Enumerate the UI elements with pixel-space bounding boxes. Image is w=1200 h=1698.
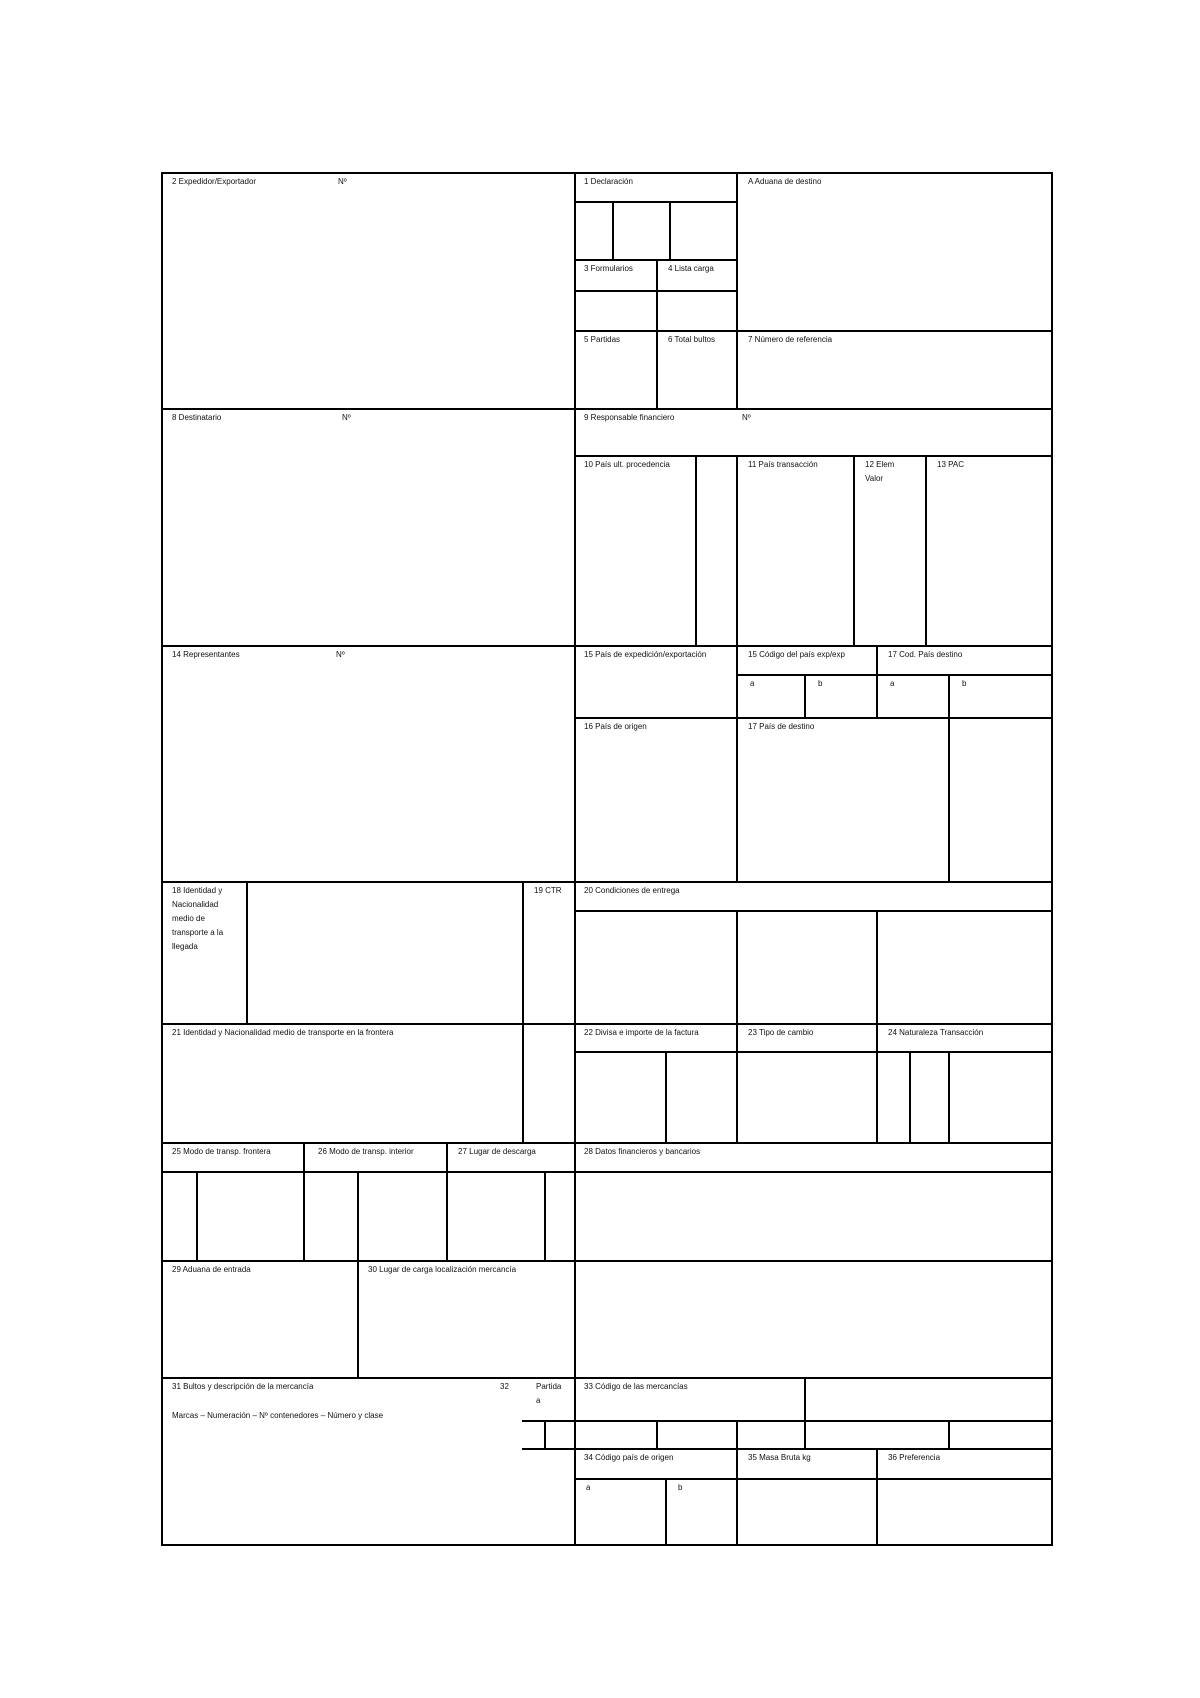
box-4-label: 4 Lista carga (668, 264, 714, 273)
field-declaration-2[interactable] (615, 204, 667, 258)
field-financial-responsible[interactable] (577, 426, 1049, 453)
field-inland-transport-mode[interactable] (306, 1174, 444, 1258)
box-11-label: 11 País transacción (748, 460, 818, 469)
box-6-label: 6 Total bultos (668, 335, 715, 344)
box-31-label: 31 Bultos y descripción de la mercancía (172, 1382, 314, 1391)
field-border-transport-mode[interactable] (164, 1174, 301, 1258)
field-last-provenance-country[interactable] (577, 473, 693, 643)
field-value-elements[interactable] (856, 488, 923, 643)
box-15a-b: b (818, 679, 823, 688)
box-34-b: b (678, 1483, 683, 1492)
box-17a-label: 17 Cod. País destino (888, 650, 963, 659)
box-16-label: 16 País de origen (584, 722, 647, 731)
field-border-transport[interactable] (164, 1041, 520, 1140)
field-preference[interactable] (879, 1481, 1049, 1542)
line-17a-split (948, 674, 950, 882)
line-1-bottom (574, 201, 738, 203)
line-10-split (695, 455, 697, 646)
line-22-bottom (574, 1051, 1053, 1053)
divider-row-21 (161, 1023, 1053, 1025)
box-30-label: 30 Lugar de carga localización mercancía (368, 1265, 517, 1274)
box-15-label: 15 País de expedición/exportación (584, 650, 707, 659)
field-representatives[interactable] (164, 663, 572, 879)
field-item-number[interactable] (525, 1423, 542, 1447)
field-declaration-3[interactable] (672, 204, 734, 258)
box-2-label: 2 Expedidor/Exportador (172, 177, 257, 186)
line-33-split-b (736, 1420, 738, 1450)
line-26-left (303, 1142, 305, 1261)
line-12-left (853, 455, 855, 646)
line-15-right (736, 645, 738, 882)
box-20-label: 20 Condiciones de entrega (584, 886, 680, 895)
line-34-mid (574, 1478, 1053, 1480)
frame-right (1051, 172, 1053, 1546)
line-A-left (736, 172, 738, 409)
field-consignee[interactable] (164, 426, 572, 643)
line-32-bottom (522, 1448, 576, 1450)
line-33-bottom (574, 1420, 1053, 1422)
divider-row-18 (161, 881, 1053, 883)
line-25-bottom (161, 1171, 1053, 1173)
box-25-label: 25 Modo de transp. frontera (172, 1147, 271, 1156)
box-14-label: 14 Representantes (172, 650, 240, 659)
box-23-label: 23 Tipo de cambio (748, 1028, 814, 1037)
box-14-no-label: Nº (336, 650, 345, 659)
line-24-left (876, 1023, 878, 1143)
line-32-top (522, 1420, 576, 1422)
field-exchange-rate[interactable] (739, 1054, 874, 1140)
field-arrival-transport[interactable] (249, 884, 520, 1021)
divider-row-8 (161, 408, 1053, 410)
field-reference-number[interactable] (739, 348, 1049, 406)
field-total-packages[interactable] (659, 348, 734, 406)
field-loading-place[interactable] (360, 1278, 572, 1375)
box-9-no-label: Nº (742, 413, 751, 422)
box-3-label: 3 Formularios (584, 264, 633, 273)
box-17-label: 17 País de destino (748, 722, 815, 731)
divider-main (574, 172, 576, 1546)
line-13-left (925, 455, 927, 646)
box-35-label: 35 Masa Bruta kg (748, 1453, 811, 1462)
field-transaction-nature[interactable] (879, 1054, 1049, 1140)
box-17a-a: a (890, 679, 895, 688)
field-dispatch-country[interactable] (577, 663, 734, 715)
field-commodity-code-extra[interactable] (807, 1380, 1049, 1418)
divider-row-31 (161, 1377, 1053, 1379)
line-33-split-c (948, 1420, 950, 1450)
box-29-label: 29 Aduana de entrada (172, 1265, 251, 1274)
box-34-label: 34 Código país de origen (584, 1453, 674, 1462)
line-36-left (876, 1448, 878, 1546)
line-16-top (574, 717, 1053, 719)
field-forms[interactable] (577, 293, 654, 328)
line-5-top (574, 330, 1053, 332)
line-11-left (736, 455, 738, 646)
field-destination-country[interactable] (739, 735, 946, 879)
box-8-no-label: Nº (342, 413, 351, 422)
box-32-number: 32 (500, 1382, 509, 1391)
field-origin-country-code[interactable] (577, 1495, 734, 1542)
box-1-label: 1 Declaración (584, 177, 633, 186)
field-pac[interactable] (928, 473, 1049, 643)
field-transaction-country[interactable] (739, 473, 851, 643)
box-9-label: 9 Responsable financiero (584, 413, 675, 422)
field-commodity-code[interactable] (577, 1395, 802, 1418)
field-gross-mass[interactable] (739, 1481, 874, 1542)
box-8-label: 8 Destinatario (172, 413, 222, 422)
line-27-left (446, 1142, 448, 1261)
line-15a-split (804, 674, 806, 718)
line-9-bottom (574, 455, 1053, 457)
field-entry-office[interactable] (164, 1278, 355, 1375)
line-33-split-a (656, 1420, 658, 1450)
box-27-label: 27 Lugar de descarga (458, 1147, 536, 1156)
divider-row-14 (161, 645, 1053, 647)
box-24-label: 24 Naturaleza Transacción (888, 1028, 984, 1037)
field-delivery-terms[interactable] (577, 913, 1049, 1021)
box-22-label: 22 Divisa e importe de la factura (584, 1028, 699, 1037)
box-28-label: 28 Datos financieros y bancarios (584, 1147, 701, 1156)
box-36-label: 36 Preferencia (888, 1453, 941, 1462)
box-17a-b: b (962, 679, 967, 688)
box-15a-label: 15 Código del país exp/exp (748, 650, 845, 659)
line-3-4-split (656, 259, 658, 409)
box-33-label: 33 Código de las mercancías (584, 1382, 688, 1391)
frame-left (161, 172, 163, 1546)
field-declaration-1[interactable] (577, 204, 610, 258)
divider-row-25 (161, 1142, 1053, 1144)
box-12-label: 12 Elem Valor (865, 460, 895, 483)
box-7-label: 7 Número de referencia (748, 335, 833, 344)
box-15a-a: a (750, 679, 755, 688)
box-19-label: 19 CTR (534, 886, 562, 895)
box-18-label: 18 Identidad y Nacionalidad medio de transporte a la llegada (172, 886, 224, 951)
line-1-split-a (612, 201, 614, 261)
line-15a-mid (736, 674, 1053, 676)
field-financial-banking-data[interactable] (577, 1174, 1049, 1375)
line-34-top (574, 1448, 1053, 1450)
line-1-split-b (669, 201, 671, 261)
field-container[interactable] (525, 899, 572, 1021)
box-31-sub-label: Marcas – Numeración – Nº contenedores – Número y clase (172, 1411, 384, 1420)
box-13-label: 13 PAC (937, 460, 964, 469)
field-loading-list[interactable] (659, 293, 734, 328)
box-A-label: A Aduana de destino (748, 177, 822, 186)
field-goods-description[interactable] (164, 1424, 520, 1542)
box-26-label: 26 Modo de transp. interior (318, 1147, 414, 1156)
line-23-left (736, 1023, 738, 1143)
box-21-label: 21 Identidad y Nacionalidad medio de transporte en la frontera (172, 1028, 394, 1037)
frame-top (161, 172, 1053, 174)
field-items[interactable] (577, 348, 654, 406)
field-invoice-currency[interactable] (577, 1054, 734, 1140)
box-10-label: 10 País ult. procedencia (584, 460, 670, 469)
field-exporter[interactable] (164, 190, 572, 406)
box-5-label: 5 Partidas (584, 335, 621, 344)
field-unloading-place[interactable] (449, 1174, 572, 1258)
frame-bottom (161, 1544, 1053, 1546)
line-19-left (522, 881, 524, 1143)
box-34-a: a (586, 1483, 591, 1492)
box-2-no-label: Nº (338, 177, 347, 186)
line-33-right (804, 1377, 806, 1450)
line-18-split (246, 881, 248, 1024)
field-origin-country[interactable] (577, 735, 734, 879)
line-35-left (736, 1448, 738, 1546)
box-32-sub: a (536, 1396, 541, 1405)
line-20-bottom (574, 910, 1053, 912)
line-17a-left (876, 645, 878, 719)
box-32-label: Partida (536, 1382, 562, 1391)
line-32-split (544, 1420, 546, 1450)
field-destination-office[interactable] (739, 190, 1049, 328)
